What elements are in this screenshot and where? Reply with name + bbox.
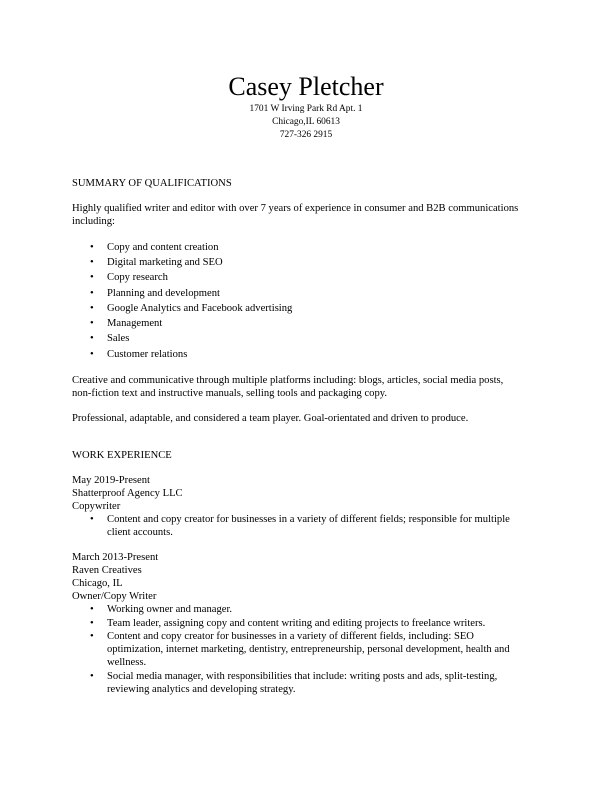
bullet-icon: •	[90, 604, 94, 615]
work-heading: WORK EXPERIENCE	[72, 450, 172, 461]
bullet-icon: •	[90, 288, 94, 299]
skill-label: Google Analytics and Facebook advertising	[107, 303, 293, 314]
job-company: Raven Creatives	[72, 565, 142, 576]
summary-heading: SUMMARY OF QUALIFICATIONS	[72, 178, 232, 189]
job-bullet-line-1: Working owner and manager.	[107, 604, 233, 615]
bullet-icon: •	[90, 631, 94, 642]
job-company: Shatterproof Agency LLC	[72, 488, 183, 499]
bullet-icon: •	[90, 318, 94, 329]
job-bullet-line-2: reviewing analytics and developing strategy.	[107, 684, 296, 695]
job-location: Chicago, IL	[72, 578, 123, 589]
skill-label: Planning and development	[107, 288, 220, 299]
skill-label: Management	[107, 318, 163, 329]
bullet-icon: •	[90, 272, 94, 283]
platforms-line-1: Creative and communicative through multiple platforms including: blogs, articles, social media posts,	[72, 375, 504, 386]
job-bullet-line-2: optimization, internet marketing, dentistry, entrepreneurship, personal development, health and	[107, 644, 510, 655]
job-title: Owner/Copy Writer	[72, 591, 157, 602]
job-dates: March 2013-Present	[72, 552, 159, 563]
summary-intro-line-2: including:	[72, 216, 115, 227]
job-title: Copywriter	[72, 501, 121, 512]
job-bullet-line-1: Team leader, assigning copy and content writing and editing projects to freelance writers.	[107, 618, 486, 629]
bullet-icon: •	[90, 671, 94, 682]
job-dates: May 2019-Present	[72, 475, 150, 486]
skill-label: Sales	[107, 333, 130, 344]
job-bullet-line-3: wellness.	[107, 657, 147, 668]
job-bullet-line-1: Content and copy creator for businesses in a variety of different fields, including: SEO	[107, 631, 474, 642]
summary-intro-line-1: Highly qualified writer and editor with over 7 years of experience in consumer and B2B communications	[72, 203, 519, 214]
platforms-line-2: non-fiction text and instructive manuals, selling tools and packaging copy.	[72, 388, 387, 399]
bullet-icon: •	[90, 333, 94, 344]
bullet-icon: •	[90, 242, 94, 253]
bullet-icon: •	[90, 349, 94, 360]
skill-label: Digital marketing and SEO	[107, 257, 223, 268]
candidate-name: Casey Pletcher	[228, 72, 384, 101]
skill-label: Copy and content creation	[107, 242, 219, 253]
job-bullet-line-1: Content and copy creator for businesses in a variety of different fields; responsible for multiple	[107, 514, 510, 525]
bullet-icon: •	[90, 257, 94, 268]
bullet-icon: •	[90, 618, 94, 629]
job-bullet-line-1: Social media manager, with responsibilities that include: writing posts and ads, split-testing,	[107, 671, 498, 682]
address-line-1: 1701 W Irving Park Rd Apt. 1	[249, 104, 363, 114]
job-bullet-line-2: client accounts.	[107, 527, 173, 538]
traits-text: Professional, adaptable, and considered a team player. Goal-orientated and driven to produce.	[72, 413, 469, 424]
phone-number: 727-326 2915	[279, 130, 333, 140]
bullet-icon: •	[90, 303, 94, 314]
address-line-2: Chicago,IL 60613	[272, 117, 340, 127]
skill-label: Customer relations	[107, 349, 188, 360]
skill-label: Copy research	[107, 272, 168, 283]
bullet-icon: •	[90, 514, 94, 525]
